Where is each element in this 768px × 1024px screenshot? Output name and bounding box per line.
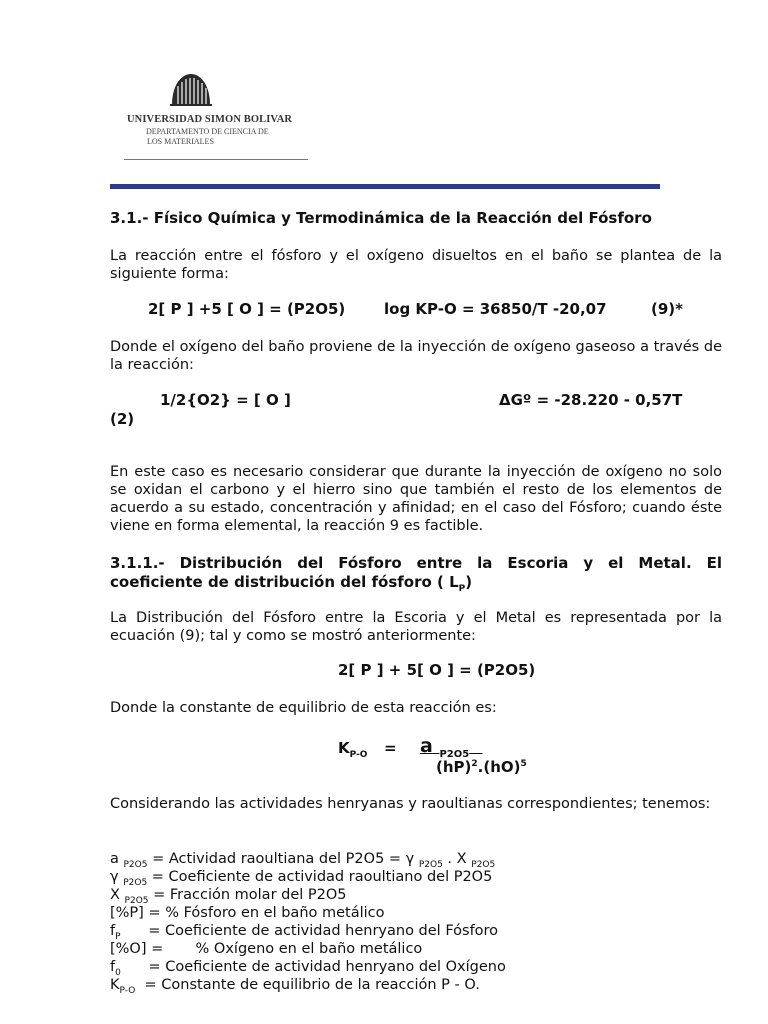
denominator-exponent-5: 5 [520, 759, 527, 769]
equation-delta-g: ΔGº = -28.220 - 0,57T [499, 391, 683, 409]
definition-text: = Coeficiente de actividad henryano del Fósforo [120, 923, 499, 939]
definition-symbol: K [110, 977, 120, 993]
definition-item [110, 886, 722, 904]
definition-subscript: P-O [119, 985, 136, 996]
activity-subscript: P2O5 [439, 748, 470, 760]
definition-text: = Coeficiente de actividad raoultiano del P2O5 [147, 869, 493, 885]
definition-subscript: P2O5 [471, 859, 496, 870]
k-symbol: K [338, 739, 350, 757]
definition-text: = Fracción molar del P2O5 [148, 887, 347, 903]
definition-item [110, 922, 722, 940]
logo-divider [124, 159, 308, 160]
definition-symbol: γ [110, 869, 119, 885]
section-title: 3.1.- Físico Química y Termodinámica de la Reacción del Fósforo [110, 209, 652, 227]
equilibrium-constant-lhs [338, 739, 368, 760]
subsection-title-subscript: P [458, 584, 466, 594]
definitions-list [110, 850, 722, 994]
subsection-title [110, 554, 722, 592]
department-line-1: DEPARTAMENTO DE CIENCIA DE [146, 127, 269, 136]
definition-symbol: f [110, 959, 116, 975]
definition-text: % Oxígeno en el baño metálico [163, 941, 423, 957]
definition-subscript: 0 [115, 967, 121, 978]
definition-subscript: P2O5 [418, 859, 443, 870]
definition-item [110, 850, 722, 868]
equation-reaction-9-repeat: 2[ P ] + 5[ O ] = (P2O5) [338, 661, 536, 679]
definition-text: = Constante de equilibrio de la reacción P - O. [135, 977, 480, 993]
header-divider [110, 184, 660, 189]
definition-symbol: f [110, 923, 116, 939]
denominator-exponent-2: 2 [471, 759, 478, 769]
paragraph-oxygen-source: Donde el oxígeno del baño proviene de la inyección de oxígeno gaseoso a través de la reacción: [110, 339, 722, 373]
definition-item [110, 940, 722, 958]
definition-text: = % Fósforo en el baño metálico [143, 905, 385, 921]
definition-symbol: [%O] = [110, 941, 164, 957]
equation-number-2: (2) [110, 410, 135, 428]
department-line-2: LOS MATERIALES [147, 137, 214, 146]
paragraph-activities: Considerando las actividades henryanas y raoultianas correspondientes; tenemos: [110, 796, 711, 812]
denominator-ho: .(hO) [477, 758, 521, 776]
definition-item [110, 868, 722, 886]
equation-number-9: (9)* [651, 300, 683, 318]
definition-item [110, 904, 722, 922]
definition-symbol: [%P] [110, 905, 144, 921]
definition-subscript: P2O5 [123, 877, 148, 888]
definition-item [110, 976, 722, 994]
equilibrium-equals-sign: = [384, 739, 397, 757]
definition-symbol: a [110, 851, 119, 867]
subsection-title-end: ) [465, 573, 473, 591]
definition-text: = Actividad raoultiana del P2O5 = γ [147, 851, 419, 867]
definition-subscript: P2O5 [123, 859, 148, 870]
denominator-hp: (hP) [436, 758, 472, 776]
fraction-numerator [420, 735, 482, 760]
paragraph-distribution: La Distribución del Fósforo entre la Escoria y el Metal es representada por la ecuación (9); tal y como se mostró anteriormente: [110, 610, 722, 644]
university-emblem-icon [170, 72, 212, 106]
definition-subscript: P [115, 931, 121, 942]
k-subscript: P-O [349, 750, 368, 760]
activity-symbol: a [420, 735, 433, 757]
equation-reaction-9: 2[ P ] +5 [ O ] = (P2O5) [148, 300, 346, 318]
fraction-denominator [436, 758, 527, 776]
university-logo [110, 48, 308, 164]
definition-subscript: P2O5 [124, 895, 149, 906]
department-name [146, 127, 269, 147]
paragraph-reaction-intro: La reacción entre el fósforo y el oxígeno disueltos en el baño se plantea de la siguiente forma: [110, 248, 722, 282]
definition-item [110, 958, 722, 976]
paragraph-oxidation: En este caso es necesario considerar que durante la inyección de oxígeno no solo se oxidan el carbono y el hierro sino que también el resto de los elementos de acuerdo a su estado, concentración y afinidad; en el caso del Fósforo; cuando éste viene en forma elemental, la reacción 9 es factible. [110, 464, 722, 534]
paragraph-equilibrium: Donde la constante de equilibrio de esta reacción es: [110, 700, 497, 716]
equation-log-k: log KP-O = 36850/T -20,07 [384, 300, 607, 318]
equation-oxygen-dissolution: 1/2{O2} = [ O ] [160, 391, 291, 409]
subsection-title-text: 3.1.1.- Distribución del Fósforo entre la Escoria y el Metal. El coeficiente de distribución del fósforo ( L [110, 554, 722, 591]
university-name: UNIVERSIDAD SIMON BOLIVAR [127, 114, 293, 125]
definition-text: = Coeficiente de actividad henryano del Oxígeno [120, 959, 506, 975]
definition-text: . X [442, 851, 472, 867]
definition-symbol: X [110, 887, 120, 903]
